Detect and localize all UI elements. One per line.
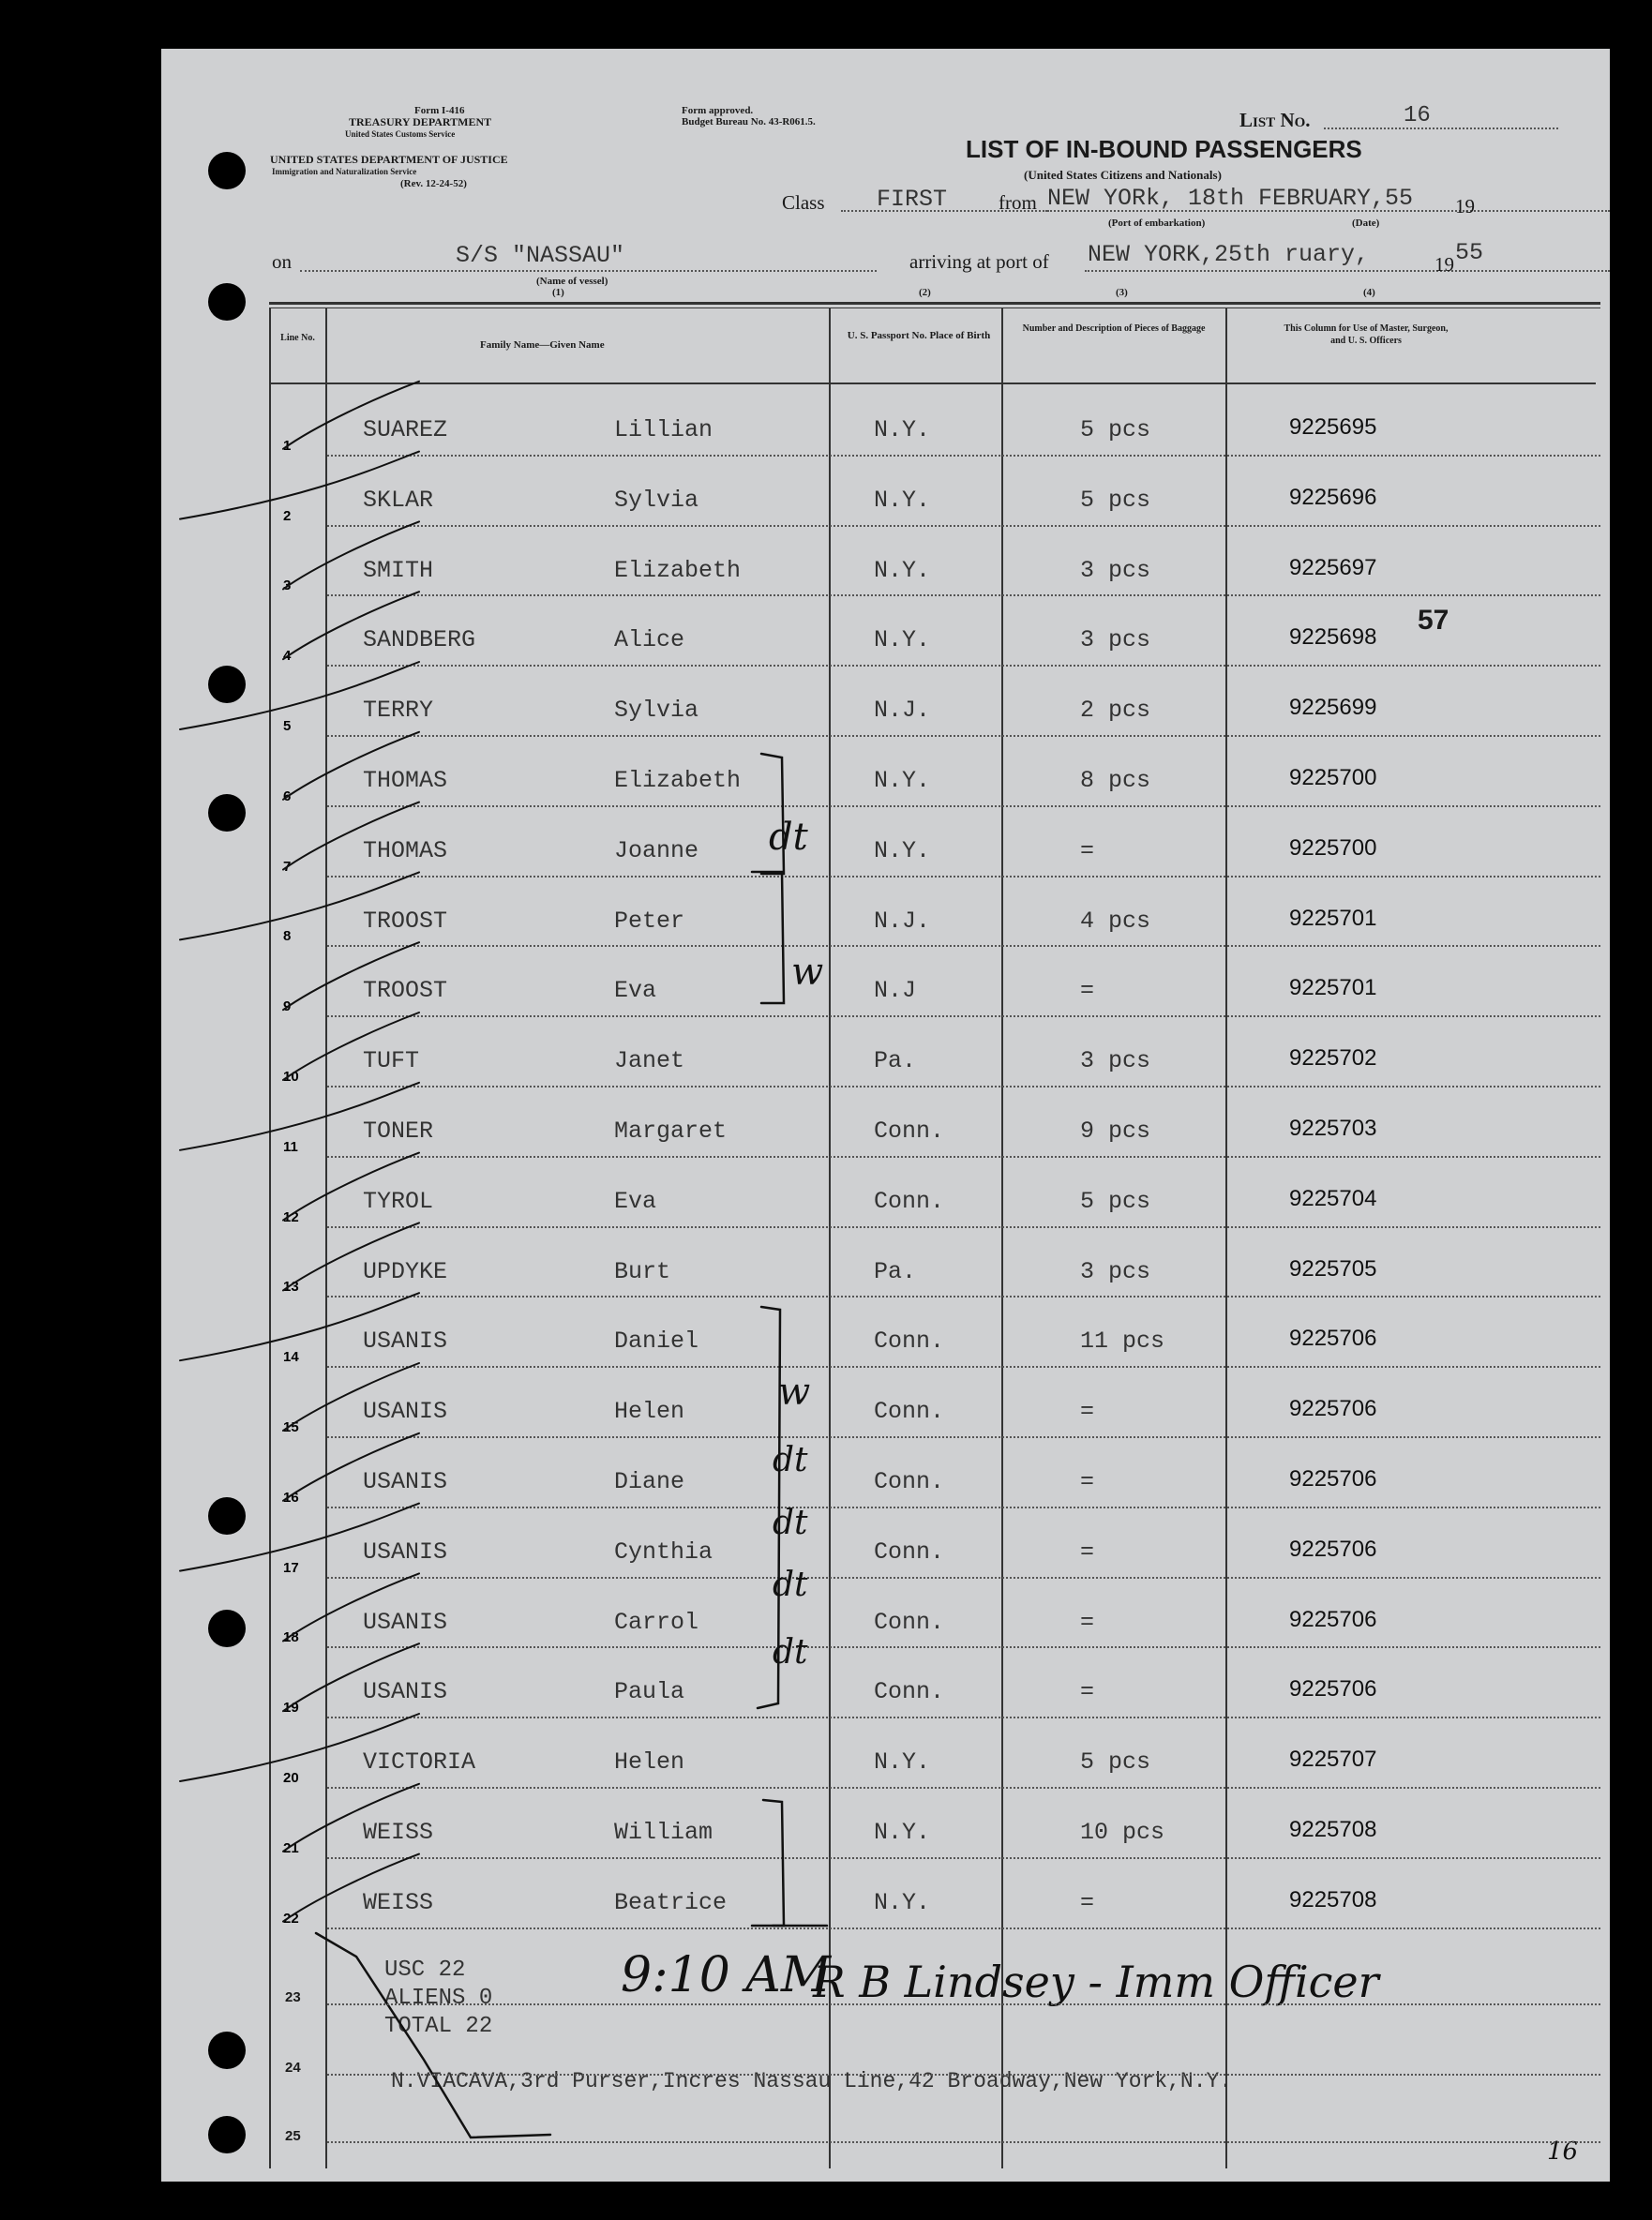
class-label: Class <box>782 191 825 214</box>
mark-w-9: w <box>791 951 824 994</box>
given-name: Lillian <box>614 416 713 443</box>
family-name: WEISS <box>363 1888 434 1916</box>
officer-number: 9225702 <box>1289 1045 1377 1072</box>
line-number: 7 <box>283 858 292 875</box>
line-number: 20 <box>283 1769 299 1786</box>
customs-service: United States Customs Service <box>345 129 456 139</box>
family-name: USANIS <box>363 1468 448 1495</box>
line-number-25: 25 <box>285 2128 301 2144</box>
family-name: WEISS <box>363 1819 434 1846</box>
place-of-birth: Conn. <box>874 1398 945 1426</box>
baggage-count: 9 pcs <box>1080 1118 1151 1145</box>
class-value: FIRST <box>877 186 948 213</box>
check-mark <box>180 452 419 519</box>
arrival-year-prefix: 19 <box>1434 253 1454 276</box>
family-name: SUAREZ <box>363 416 448 443</box>
given-name: Janet <box>614 1047 685 1075</box>
date-caption: (Date) <box>1352 218 1380 229</box>
given-name: Joanne <box>614 836 699 864</box>
given-name: Eva <box>614 1187 657 1215</box>
vessel-caption: (Name of vessel) <box>536 276 608 287</box>
family-name: VICTORIA <box>363 1748 476 1777</box>
family-name: TYROL <box>363 1187 434 1215</box>
treasury-department: TREASURY DEPARTMENT <box>349 115 492 128</box>
on-label: on <box>272 250 292 273</box>
check-mark <box>180 662 419 729</box>
line-number: 4 <box>283 648 292 665</box>
officer-number: 9225700 <box>1289 834 1377 861</box>
place-of-birth: N.Y. <box>874 486 931 514</box>
officer-number: 9225697 <box>1289 554 1377 580</box>
baggage-count: = <box>1080 1888 1095 1916</box>
place-of-birth: Conn. <box>874 1328 945 1356</box>
baggage-count: 3 pcs <box>1080 556 1151 584</box>
given-name: William <box>614 1819 713 1846</box>
page-mark: 16 <box>1547 2138 1579 2166</box>
officer-number: 9225699 <box>1289 695 1377 721</box>
col-number-4: (4) <box>1363 287 1375 298</box>
check-mark <box>283 802 419 870</box>
officer-number: 9225706 <box>1289 1676 1377 1702</box>
line-number: 2 <box>283 507 292 524</box>
officer-number: 9225696 <box>1289 484 1377 510</box>
place-of-birth: N.Y. <box>874 416 931 443</box>
place-of-birth: N.Y. <box>874 1819 931 1846</box>
line-number: 11 <box>283 1138 298 1155</box>
line-number: 17 <box>283 1559 299 1576</box>
check-mark <box>283 1153 419 1221</box>
form-title: LIST OF IN-BOUND PASSENGERS <box>966 135 1362 163</box>
family-name: USANIS <box>363 1328 448 1356</box>
baggage-count: 5 pcs <box>1080 416 1151 443</box>
family-name: UPDYKE <box>363 1257 448 1285</box>
line-number: 14 <box>283 1349 299 1366</box>
baggage-count: 5 pcs <box>1080 1748 1151 1777</box>
total-aliens: ALIENS 0 <box>384 1986 493 2011</box>
baggage-count: = <box>1080 1678 1095 1706</box>
line-number: 6 <box>283 788 292 804</box>
place-of-birth: Pa. <box>874 1257 917 1285</box>
check-mark <box>283 1012 419 1080</box>
row-separator <box>327 2003 1600 2005</box>
given-name: Beatrice <box>614 1888 728 1916</box>
col-number-1: (1) <box>552 287 564 298</box>
officer-number: 9225701 <box>1289 975 1377 1001</box>
baggage-count: 3 pcs <box>1080 1047 1151 1075</box>
arrival-value: NEW YORK,25th ruary, <box>1088 241 1370 268</box>
officer-signature: R B Lindsey - Imm Officer <box>813 1957 1379 2007</box>
officer-number: 9225704 <box>1289 1185 1377 1211</box>
row-separator <box>327 2141 1600 2143</box>
family-name: TONER <box>363 1118 434 1145</box>
family-name: THOMAS <box>363 836 448 864</box>
line-number-24: 24 <box>285 2060 301 2076</box>
given-name: Margaret <box>614 1118 728 1145</box>
line-number: 19 <box>283 1700 299 1717</box>
col-header-name: Family Name—Given Name <box>480 339 605 351</box>
check-mark <box>283 1854 419 1922</box>
baggage-count: 3 pcs <box>1080 1257 1151 1285</box>
given-name: Peter <box>614 907 685 935</box>
check-mark <box>283 382 419 449</box>
baggage-count: 8 pcs <box>1080 767 1151 794</box>
baggage-count: 10 pcs <box>1080 1819 1165 1846</box>
check-mark <box>180 1293 419 1360</box>
officer-number: 9225695 <box>1289 414 1377 440</box>
check-mark <box>283 942 419 1010</box>
place-of-birth: N.J. <box>874 697 931 725</box>
officer-number: 9225705 <box>1289 1255 1377 1282</box>
family-name: SMITH <box>363 556 434 584</box>
form-approved: Form approved. <box>682 105 754 116</box>
family-name: THOMAS <box>363 767 448 794</box>
mark-dt-18: dt <box>773 1566 808 1604</box>
pen-strokes <box>161 49 1610 2182</box>
baggage-count: 3 pcs <box>1080 626 1151 654</box>
baggage-count: = <box>1080 977 1095 1005</box>
place-of-birth: Conn. <box>874 1118 945 1145</box>
line-number: 18 <box>283 1629 299 1646</box>
check-mark <box>180 1083 419 1150</box>
col-header-officers: This Column for Use of Master, Surgeon, and U. S. Officers <box>1284 323 1449 346</box>
family-name: USANIS <box>363 1608 448 1636</box>
officer-number: 9225706 <box>1289 1326 1377 1352</box>
check-mark <box>283 1643 419 1711</box>
line-number: 16 <box>283 1489 299 1506</box>
mark-dt-7: dt <box>769 816 808 859</box>
line-number: 15 <box>283 1418 299 1435</box>
manifest-sheet <box>161 49 1610 2182</box>
check-mark <box>283 592 419 659</box>
line-number: 9 <box>283 998 292 1015</box>
total-all: TOTAL 22 <box>384 2014 493 2039</box>
vessel-name: S/S "NASSAU" <box>456 242 625 269</box>
line-number: 8 <box>283 928 292 945</box>
baggage-count: = <box>1080 836 1095 864</box>
officer-number: 9225700 <box>1289 765 1377 790</box>
family-name: TROOST <box>363 907 448 935</box>
place-of-birth: Conn. <box>874 1678 945 1706</box>
total-usc: USC 22 <box>384 1958 466 1983</box>
port-caption: (Port of embarkation) <box>1108 218 1206 229</box>
handwritten-time: 9:10 AM <box>621 1947 832 2003</box>
place-of-birth: N.Y. <box>874 1748 931 1777</box>
baggage-count: = <box>1080 1398 1095 1426</box>
arrival-year: 55 <box>1455 239 1484 266</box>
place-of-birth: Conn. <box>874 1468 945 1495</box>
immigration-service: Immigration and Naturalization Service <box>272 167 417 176</box>
given-name: Paula <box>614 1678 685 1706</box>
baggage-count: 4 pcs <box>1080 907 1151 935</box>
baggage-count: = <box>1080 1608 1095 1636</box>
place-of-birth: N.Y. <box>874 836 931 864</box>
baggage-count: = <box>1080 1538 1095 1566</box>
mark-dt-16: dt <box>773 1441 808 1479</box>
place-of-birth: Conn. <box>874 1538 945 1566</box>
check-mark <box>283 1573 419 1641</box>
place-of-birth: N.Y. <box>874 626 931 654</box>
row-separator <box>327 2074 1600 2076</box>
margin-57: 57 <box>1418 605 1449 636</box>
line-number: 12 <box>283 1208 299 1225</box>
officer-number: 9225708 <box>1289 1817 1377 1842</box>
budget-bureau: Budget Bureau No. 43-R061.5. <box>682 116 816 128</box>
baggage-count: = <box>1080 1468 1095 1495</box>
place-of-birth: N.J. <box>874 907 931 935</box>
family-name: USANIS <box>363 1678 448 1706</box>
given-name: Carrol <box>614 1608 699 1636</box>
form-subtitle: (United States Citizens and Nationals) <box>1024 168 1222 182</box>
list-no-label: List No. <box>1239 109 1311 131</box>
revision-date: (Rev. 12-24-52) <box>400 178 467 189</box>
officer-number: 9225707 <box>1289 1747 1377 1773</box>
from-label: from <box>999 191 1037 214</box>
officer-number: 9225701 <box>1289 905 1377 931</box>
given-name: Helen <box>614 1398 685 1426</box>
family-name: SANDBERG <box>363 626 476 654</box>
given-name: Elizabeth <box>614 767 742 794</box>
officer-number: 9225706 <box>1289 1536 1377 1562</box>
place-of-birth: N.Y. <box>874 556 931 584</box>
from-value: NEW YORk, 18th FEBRUARY,55 <box>1047 185 1414 212</box>
place-of-birth: Pa. <box>874 1047 917 1075</box>
family-name: USANIS <box>363 1398 448 1426</box>
check-mark <box>180 1714 419 1781</box>
year-label: 19 <box>1455 195 1475 218</box>
form-number: Form I-416 <box>414 105 465 116</box>
given-name: Alice <box>614 626 685 654</box>
purser-line: N.VIACAVA,3rd Purser,Incres Nassau Line,42 Broadway,New York,N.Y. <box>391 2069 1233 2093</box>
col-header-line: Line No. <box>280 333 315 343</box>
line-number: 21 <box>283 1839 299 1856</box>
officer-number: 9225706 <box>1289 1396 1377 1422</box>
place-of-birth: N.Y. <box>874 1888 931 1916</box>
officer-number: 9225708 <box>1289 1886 1377 1912</box>
given-name: Eva <box>614 977 657 1005</box>
family-name: TERRY <box>363 697 434 725</box>
check-mark <box>180 872 419 939</box>
family-name: SKLAR <box>363 486 434 514</box>
given-name: Daniel <box>614 1328 699 1356</box>
check-mark <box>180 1504 419 1571</box>
check-mark <box>283 1222 419 1290</box>
check-mark <box>283 1784 419 1852</box>
officer-number: 9225703 <box>1289 1116 1377 1141</box>
col-header-passport: U. S. Passport No. Place of Birth <box>847 330 991 341</box>
check-mark <box>283 732 419 800</box>
place-of-birth: Conn. <box>874 1608 945 1636</box>
line-number: 5 <box>283 717 292 734</box>
place-of-birth: N.J <box>874 977 917 1005</box>
mark-dt-17: dt <box>773 1504 808 1542</box>
family-name: TUFT <box>363 1047 420 1075</box>
baggage-count: 2 pcs <box>1080 697 1151 725</box>
given-name: Sylvia <box>614 697 699 725</box>
given-name: Diane <box>614 1468 685 1495</box>
given-name: Burt <box>614 1257 671 1285</box>
baggage-count: 11 pcs <box>1080 1328 1165 1356</box>
officer-number: 9225706 <box>1289 1466 1377 1492</box>
family-name: USANIS <box>363 1538 448 1566</box>
department-of-justice: UNITED STATES DEPARTMENT OF JUSTICE <box>270 153 508 166</box>
given-name: Elizabeth <box>614 556 742 584</box>
baggage-count: 5 pcs <box>1080 486 1151 514</box>
line-number: 10 <box>283 1068 299 1085</box>
check-mark <box>283 1433 419 1501</box>
officer-number: 9225706 <box>1289 1606 1377 1632</box>
mark-dt-19: dt <box>773 1633 808 1672</box>
baggage-count: 5 pcs <box>1080 1187 1151 1215</box>
mark-w-15: w <box>778 1371 811 1414</box>
line-number: 3 <box>283 578 292 594</box>
line-number: 22 <box>283 1910 299 1927</box>
place-of-birth: N.Y. <box>874 767 931 794</box>
family-name: TROOST <box>363 977 448 1005</box>
line-number: 1 <box>283 437 292 454</box>
col-header-baggage: Number and Description of Pieces of Baggage <box>1022 323 1206 334</box>
col-number-3: (3) <box>1116 287 1128 298</box>
given-name: Cynthia <box>614 1538 713 1566</box>
line-number: 13 <box>283 1279 299 1296</box>
check-mark <box>283 521 419 589</box>
place-of-birth: Conn. <box>874 1187 945 1215</box>
line-number-23: 23 <box>285 1989 301 2005</box>
arriving-label: arriving at port of <box>909 250 1049 273</box>
officer-number: 9225698 <box>1289 624 1377 651</box>
given-name: Sylvia <box>614 486 699 514</box>
check-mark <box>283 1363 419 1431</box>
list-no-value: 16 <box>1404 103 1431 128</box>
given-name: Helen <box>614 1748 685 1777</box>
col-number-2: (2) <box>919 287 931 298</box>
